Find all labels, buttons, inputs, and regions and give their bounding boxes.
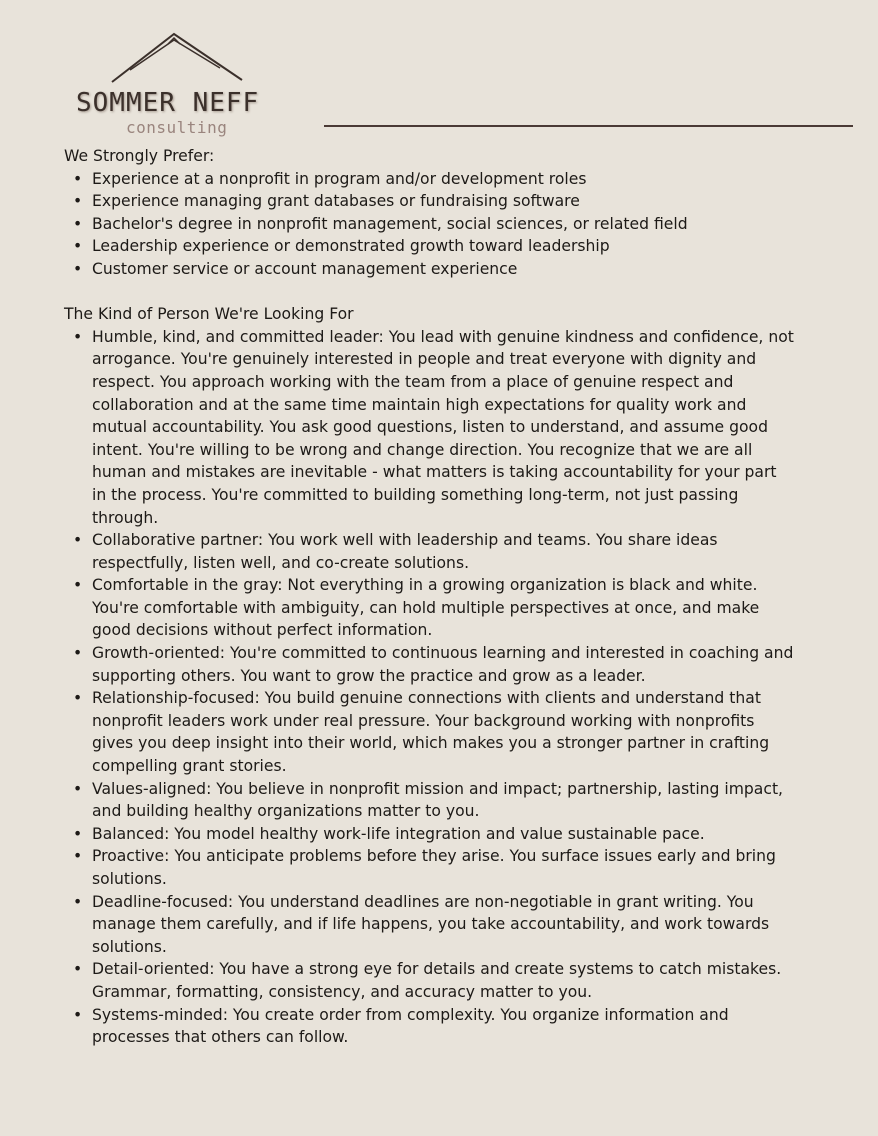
list-item: • Comfortable in the gray: Not everything in a growing organization is black and white. You're comfortable with ambiguity, can hold multiple perspectives at once, and make good decisions without perfect information. <box>92 574 794 642</box>
list-item: • Bachelor's degree in nonprofit management, social sciences, or related field <box>92 213 794 236</box>
header-divider <box>324 125 853 127</box>
logo-tagline: consulting <box>126 118 228 137</box>
logo-wordmark: SOMMER NEFF <box>76 88 260 118</box>
section-spacer <box>64 281 794 304</box>
prefer-heading: We Strongly Prefer: <box>64 147 215 165</box>
person-heading: The Kind of Person We're Looking For <box>64 305 354 324</box>
list-item: • Proactive: You anticipate problems before they arise. You surface issues early and bring solutions. <box>92 845 794 890</box>
list-item: • Balanced: You model healthy work-life integration and value sustainable pace. <box>92 823 794 846</box>
list-item: • Leadership experience or demonstrated growth toward leadership <box>92 235 794 258</box>
list-item: • Collaborative partner: You work well with leadership and teams. You share ideas respectfully, listen well, and co-create solutions. <box>92 529 794 574</box>
prefer-list <box>64 168 794 281</box>
list-item: • Growth-oriented: You're committed to continuous learning and interested in coaching and supporting others. You want to grow the practice and grow as a leader. <box>92 642 794 687</box>
list-item: • Experience managing grant databases or fundraising software <box>92 190 794 213</box>
person-list <box>64 326 794 1049</box>
list-item: • Experience at a nonprofit in program and/or development roles <box>92 168 794 191</box>
list-item: • Relationship-focused: You build genuine connections with clients and understand that nonprofit leaders work under real pressure. Your background working with nonprofits gives you deep insight into their world, which makes you a stronger partner in crafting compelling grant stories. <box>92 687 794 777</box>
list-item: • Customer service or account management experience <box>92 258 794 281</box>
roof-icon <box>108 30 248 86</box>
list-item: • Humble, kind, and committed leader: You lead with genuine kindness and confidence, not arrogance. You're genuinely interested in people and treat everyone with dignity and respect. You approach working with the team from a place of genuine respect and collaboration and at the same time maintain high expectations for quality work and mutual accountability. You ask good questions, listen to understand, and assume good intent. You're willing to be wrong and change direction. You recognize that we are all human and mistakes are inevitable - what matters is taking accountability for your part in the process. You're committed to building something long-term, not just passing through. <box>92 326 794 529</box>
list-item: • Deadline-focused: You understand deadlines are non-negotiable in grant writing. You manage them carefully, and if life happens, you take accountability, and work towards solutions. <box>92 891 794 959</box>
list-item: • Systems-minded: You create order from complexity. You organize information and processes that others can follow. <box>92 1004 794 1049</box>
document-body <box>64 145 794 1049</box>
list-item: • Values-aligned: You believe in nonprofit mission and impact; partnership, lasting impact, and building healthy organizations matter to you. <box>92 778 794 823</box>
company-logo <box>76 30 286 142</box>
list-item: • Detail-oriented: You have a strong eye for details and create systems to catch mistakes. Grammar, formatting, consistency, and accuracy matter to you. <box>92 958 794 1003</box>
